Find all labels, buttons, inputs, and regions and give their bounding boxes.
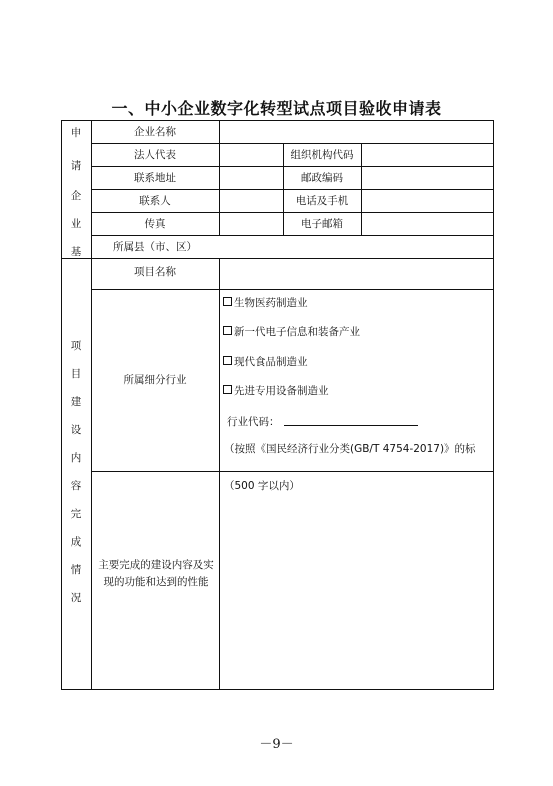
section-project-char: 容 — [70, 480, 82, 492]
industry-code-row — [227, 414, 418, 429]
industry-option[interactable] — [223, 296, 308, 310]
section-project-char: 目 — [70, 368, 82, 380]
phone-field[interactable] — [362, 190, 493, 212]
page-number: －9－ — [259, 737, 294, 752]
project-name-field[interactable] — [220, 259, 493, 289]
legal-representative-field[interactable] — [220, 144, 283, 166]
industry-option[interactable] — [223, 355, 308, 369]
address-label: 联系地址 — [134, 172, 176, 184]
contact-person-field[interactable] — [220, 190, 283, 212]
industry-option-label: 新一代电子信息和装备产业 — [234, 326, 360, 338]
section-project-char: 情 — [70, 564, 82, 576]
industry-code-input[interactable] — [284, 414, 418, 426]
fax-label: 传真 — [144, 218, 166, 230]
section-applicant-char: 企 — [70, 190, 82, 202]
org-code-field[interactable] — [362, 144, 493, 166]
industry-option-label: 生物医药制造业 — [234, 297, 308, 309]
content-hint: （500 字以内） — [224, 480, 300, 492]
postal-code-field[interactable] — [362, 167, 493, 189]
content-field[interactable] — [220, 472, 493, 689]
fax-field[interactable] — [220, 213, 283, 235]
industry-option[interactable] — [223, 325, 360, 339]
section-project-label — [61, 258, 91, 690]
company-name-field[interactable] — [220, 121, 493, 143]
checkbox-icon[interactable] — [223, 356, 232, 365]
address-field[interactable] — [220, 167, 283, 189]
industry-note: （按照《国民经济行业分类(GB/T 4754-2017)》的标 — [224, 443, 476, 455]
industry-option-label: 现代食品制造业 — [234, 356, 308, 368]
section-project-char: 况 — [70, 592, 82, 604]
section-project-char: 内 — [70, 452, 82, 464]
contact-person-label: 联系人 — [139, 195, 171, 207]
form-title: 一、中小企业数字化转型试点项目验收申请表 — [111, 99, 442, 118]
industry-option[interactable] — [223, 384, 329, 398]
section-applicant-char: 基 — [70, 246, 82, 258]
industry-label: 所属细分行业 — [123, 374, 187, 386]
email-field[interactable] — [362, 213, 493, 235]
legal-representative-label: 法人代表 — [134, 149, 176, 161]
section-project-char: 完 — [70, 508, 82, 520]
postal-code-label: 邮政编码 — [301, 172, 343, 184]
project-name-label: 项目名称 — [134, 266, 176, 278]
county-field[interactable] — [220, 236, 493, 258]
org-code-label: 组织机构代码 — [290, 149, 354, 161]
application-form — [61, 120, 494, 690]
section-applicant-char: 申 — [70, 127, 82, 139]
checkbox-icon[interactable] — [223, 326, 232, 335]
industry-code-label: 行业代码： — [227, 416, 280, 428]
county-label: 所属县（市、区） — [113, 241, 197, 253]
company-name-label: 企业名称 — [134, 126, 176, 138]
section-applicant-char: 业 — [70, 218, 82, 230]
checkbox-icon[interactable] — [223, 385, 232, 394]
industry-option-label: 先进专用设备制造业 — [234, 385, 329, 397]
section-applicant-char: 请 — [70, 160, 82, 172]
section-project-char: 成 — [70, 536, 82, 548]
email-label: 电子邮箱 — [301, 218, 343, 230]
section-project-char: 设 — [70, 424, 82, 436]
section-project-char: 建 — [70, 396, 82, 408]
content-label: 主要完成的建设内容及实现的功能和达到的性能 — [98, 559, 214, 588]
checkbox-icon[interactable] — [223, 297, 232, 306]
phone-label: 电话及手机 — [295, 195, 349, 207]
section-applicant-label — [61, 120, 91, 258]
section-project-char: 项 — [70, 340, 82, 352]
